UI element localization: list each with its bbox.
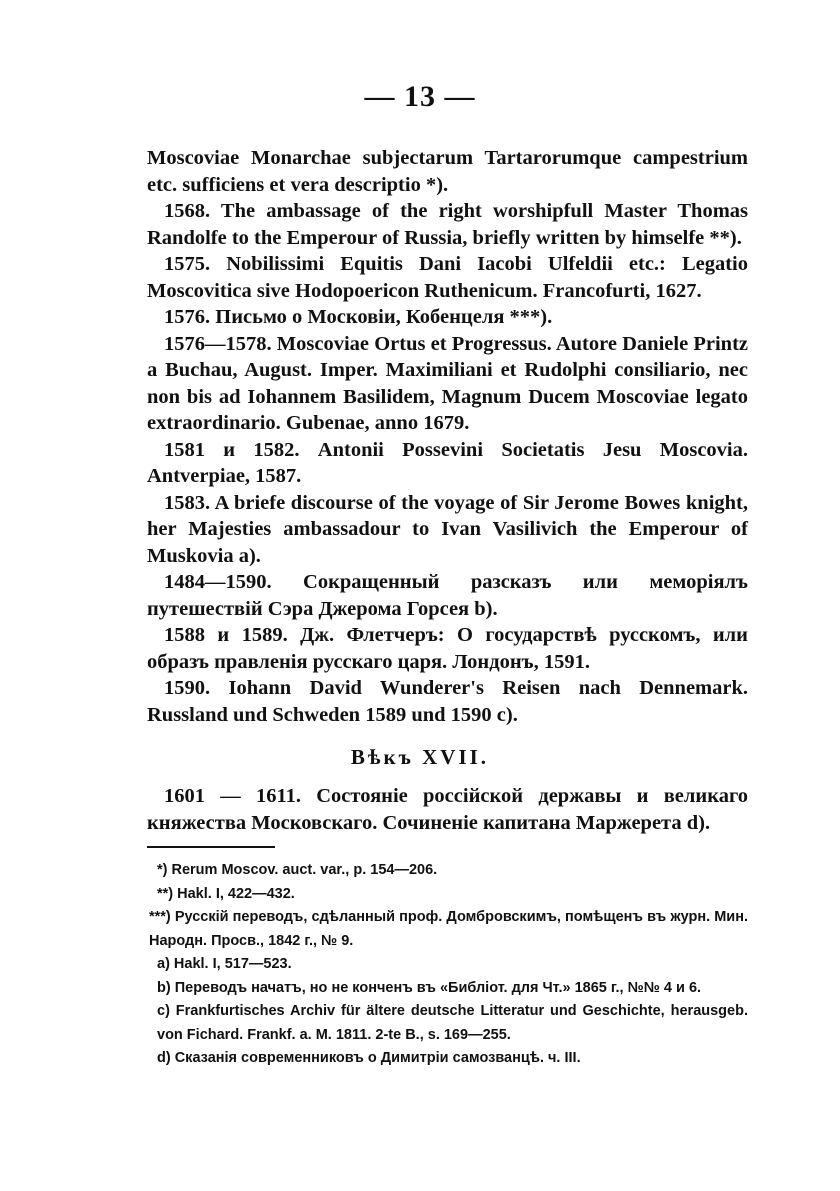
footnotes bbox=[147, 859, 748, 1071]
footnote-star-2: **) Hakl. I, 422—432. bbox=[157, 885, 295, 902]
entry-1568: 1568. The ambassage of the right worshipfull Master Thomas Randolfe to the Emperour of Russia, briefly written by himselfe **). bbox=[147, 200, 748, 249]
footnote-d: d) Сказанія современниковъ о Димитріи самозванцѣ. ч. III. bbox=[157, 1050, 581, 1066]
footnote-a: a) Hakl. I, 517—523. bbox=[157, 956, 292, 972]
footnote-b: b) Переводъ начатъ, но не конченъ въ «Библіот. для Чт.» 1865 г., №№ 4 и 6. bbox=[157, 979, 702, 996]
entry-1484-1590: 1484—1590. Сокращенный разсказъ или меморіялъ путешествій Сэра Джерома Горсея b). bbox=[147, 571, 748, 620]
footnote-star-3: ***) Русскій переводъ, сдѣланный проф. Домбровскимъ, помѣщенъ въ журн. Мин. Народн. Просв., 1842 г., № 9. bbox=[149, 909, 748, 949]
footnote-star-1: *) Rerum Moscov. auct. var., p. 154—206. bbox=[157, 862, 438, 878]
footnote-c: c) Frankfurtisches Archiv für ältere deutsche Litteratur und Geschichte, herausgeb. von Fichard. Frankf. a. M. 1811. 2-te B., s. 169—255. bbox=[157, 1003, 748, 1043]
entry-1576-1578: 1576—1578. Moscoviae Ortus et Progressus. Autore Daniele Printz a Buchau, August. Imper. Maximiliani et Rudolphi consiliario, nec non bis ad Iohannem Basilidem, Magnum Ducem Moscoviae legato extraordinario. Gubenae, anno 1679. bbox=[147, 332, 748, 434]
footnote-divider bbox=[147, 846, 275, 848]
entry-1576: 1576. Письмо о Московіи, Кобенцеля ***). bbox=[164, 306, 553, 328]
entry-1583: 1583. A briefe discourse of the voyage of Sir Jerome Bowes knight, her Majesties ambassadour to Ivan Vasilivich the Emperour of Muskovia a). bbox=[147, 491, 748, 567]
section-heading: Вѣкъ XVII. bbox=[350, 745, 490, 769]
entry-continuation: Moscoviae Monarchae subjectarum Tartarorumque campestrium etc. sufficiens et vera descriptio *). bbox=[147, 147, 748, 196]
page-number: — 13 — bbox=[364, 80, 476, 113]
main-text bbox=[147, 145, 748, 728]
entry-1575: 1575. Nobilissimi Equitis Dani Iacobi Ulfeldii etc.: Legatio Moscovitica sive Hodopoericon Ruthenicum. Francofurti, 1627. bbox=[147, 253, 748, 302]
entry-1590: 1590. Iohann David Wunderer's Reisen nach Dennemark. Russland und Schweden 1589 und 1590 c). bbox=[147, 677, 748, 726]
entry-1601-1611: 1601 — 1611. Состояніе россійской державы и великаго княжества Московскаго. Сочиненіе капитана Маржерета d). bbox=[147, 785, 748, 834]
entry-1588-1589: 1588 и 1589. Дж. Флетчеръ: О государствѣ русскомъ, или образъ правленія русскаго царя. Лондонъ, 1591. bbox=[147, 624, 748, 673]
entry-1581-1582: 1581 и 1582. Antonii Possevini Societatis Jesu Moscovia. Antverpiae, 1587. bbox=[147, 438, 748, 487]
